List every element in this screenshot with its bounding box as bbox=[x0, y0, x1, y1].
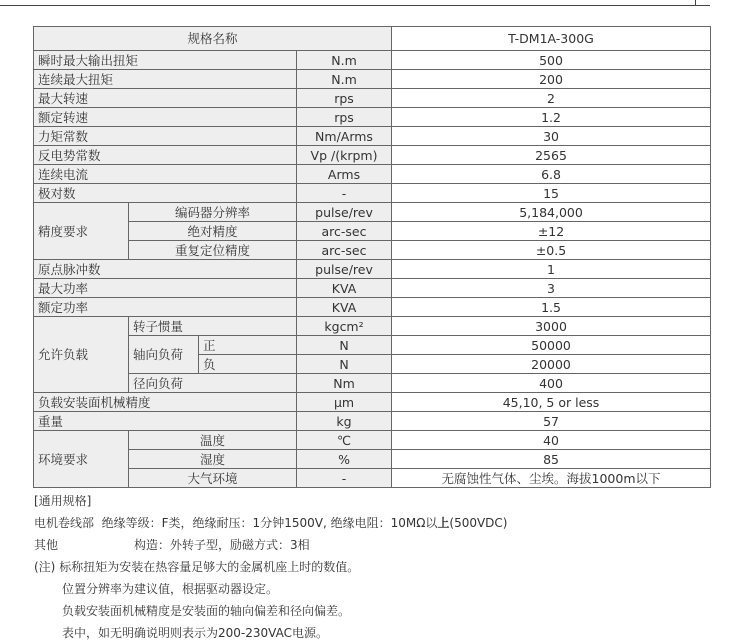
row-unit: Vp /(krpm) bbox=[297, 146, 392, 165]
note-line-4: 表中，如无明确说明则表示为200-230VAC电源。 bbox=[62, 626, 328, 640]
row-unit: KVA bbox=[297, 279, 392, 298]
row-value: 2565 bbox=[392, 146, 711, 165]
row-label: 连续最大扭矩 bbox=[34, 70, 297, 89]
note-line-3: 负载安装面机械精度是安装面的轴向偏差和径向偏差。 bbox=[62, 604, 351, 618]
row-label: 最大功率 bbox=[34, 279, 297, 298]
row-label: 力矩常数 bbox=[34, 127, 297, 146]
notes-section bbox=[34, 490, 508, 640]
row-label: 负载安装面机械精度 bbox=[34, 393, 297, 412]
table-row bbox=[34, 203, 711, 222]
group-label-precision: 精度要求 bbox=[34, 203, 129, 260]
row-unit: kgcm² bbox=[297, 317, 392, 336]
row-label: 正 bbox=[199, 336, 297, 355]
table-row bbox=[34, 51, 711, 70]
group-label-env: 环境要求 bbox=[34, 431, 129, 488]
row-label: 绝对精度 bbox=[129, 222, 297, 241]
row-value: 200 bbox=[392, 70, 711, 89]
row-label: 径向负荷 bbox=[129, 374, 297, 393]
row-unit: rps bbox=[297, 89, 392, 108]
table-row bbox=[34, 165, 711, 184]
row-unit: N bbox=[297, 336, 392, 355]
top-rule bbox=[0, 5, 710, 6]
table-row bbox=[34, 89, 711, 108]
row-unit: Nm bbox=[297, 374, 392, 393]
row-value: 6.8 bbox=[392, 165, 711, 184]
table-row bbox=[34, 298, 711, 317]
other-text: 构造：外转子型，励磁方式：3相 bbox=[134, 538, 310, 552]
table-row bbox=[34, 241, 711, 260]
spec-name-header: 规格名称 bbox=[34, 27, 392, 51]
row-value: 1.5 bbox=[392, 298, 711, 317]
table-row bbox=[34, 431, 711, 450]
row-label: 重复定位精度 bbox=[129, 241, 297, 260]
row-value: 3 bbox=[392, 279, 711, 298]
winding-label: 电机卷线部 bbox=[34, 516, 95, 530]
row-label: 温度 bbox=[129, 431, 297, 450]
row-label: 转子惯量 bbox=[129, 317, 297, 336]
row-unit: - bbox=[297, 184, 392, 203]
row-label: 最大转速 bbox=[34, 89, 297, 108]
winding-text: 绝缘等级：F类，绝缘耐压：1分钟1500V, 绝缘电阻：10MΩ以 bbox=[101, 516, 438, 530]
winding-line bbox=[34, 512, 508, 534]
row-unit: - bbox=[297, 469, 392, 488]
row-label: 负 bbox=[199, 355, 297, 374]
row-label: 极对数 bbox=[34, 184, 297, 203]
table-row bbox=[34, 70, 711, 89]
row-value: 50000 bbox=[392, 336, 711, 355]
table-row bbox=[34, 469, 711, 488]
row-label: 反电势常数 bbox=[34, 146, 297, 165]
row-unit: N.m bbox=[297, 51, 392, 70]
row-unit: arc-sec bbox=[297, 222, 392, 241]
row-value: 1 bbox=[392, 260, 711, 279]
row-label: 大气环境 bbox=[129, 469, 297, 488]
table-row bbox=[34, 108, 711, 127]
note-line-2: 位置分辨率为建议值，根据驱动器设定。 bbox=[62, 582, 279, 596]
row-label: 湿度 bbox=[129, 450, 297, 469]
row-unit: N bbox=[297, 355, 392, 374]
corner-mark bbox=[690, 0, 696, 6]
row-unit: % bbox=[297, 450, 392, 469]
table-row bbox=[34, 393, 711, 412]
row-value: 400 bbox=[392, 374, 711, 393]
note-line-1 bbox=[34, 556, 508, 578]
row-label: 编码器分辨率 bbox=[129, 203, 297, 222]
other-label: 其他 bbox=[34, 538, 59, 552]
table-row bbox=[34, 374, 711, 393]
table-row bbox=[34, 260, 711, 279]
row-label: 原点脉冲数 bbox=[34, 260, 297, 279]
row-label: 瞬时最大输出扭矩 bbox=[34, 51, 297, 70]
row-label: 额定功率 bbox=[34, 298, 297, 317]
row-unit: Nm/Arms bbox=[297, 127, 392, 146]
row-value: 85 bbox=[392, 450, 711, 469]
general-spec-heading: [通用规格] bbox=[34, 494, 92, 508]
row-value: ±0.5 bbox=[392, 241, 711, 260]
group-label-load: 允许负载 bbox=[34, 317, 129, 393]
model-header: T-DM1A-300G bbox=[392, 27, 711, 51]
winding-text-tail: (500VDC) bbox=[449, 516, 508, 530]
table-row bbox=[34, 127, 711, 146]
row-unit: μm bbox=[297, 393, 392, 412]
table-row bbox=[34, 317, 711, 336]
row-unit: ℃ bbox=[297, 431, 392, 450]
table-row bbox=[34, 450, 711, 469]
row-unit: KVA bbox=[297, 298, 392, 317]
row-value: 20000 bbox=[392, 355, 711, 374]
row-value: 15 bbox=[392, 184, 711, 203]
row-label: 连续电流 bbox=[34, 165, 297, 184]
row-unit: kg bbox=[297, 412, 392, 431]
table-header-row bbox=[34, 27, 711, 51]
row-unit: pulse/rev bbox=[297, 203, 392, 222]
row-value: 45,10, 5 or less bbox=[392, 393, 711, 412]
row-label: 额定转速 bbox=[34, 108, 297, 127]
winding-bold: 上 bbox=[437, 516, 450, 530]
row-unit: rps bbox=[297, 108, 392, 127]
table-row bbox=[34, 146, 711, 165]
row-value: 30 bbox=[392, 127, 711, 146]
row-value: 5,184,000 bbox=[392, 203, 711, 222]
note-label: (注) bbox=[34, 560, 56, 574]
sub-group-label-axial: 轴向负荷 bbox=[129, 336, 199, 374]
row-unit: arc-sec bbox=[297, 241, 392, 260]
row-value: 57 bbox=[392, 412, 711, 431]
row-value: ±12 bbox=[392, 222, 711, 241]
other-line bbox=[34, 534, 508, 556]
row-value: 500 bbox=[392, 51, 711, 70]
note-text: 标称扭矩为安装在热容量足够大的金属机座上时的数值。 bbox=[59, 560, 360, 574]
row-value: 40 bbox=[392, 431, 711, 450]
row-unit: pulse/rev bbox=[297, 260, 392, 279]
row-label: 重量 bbox=[34, 412, 297, 431]
row-unit: N.m bbox=[297, 70, 392, 89]
table-row bbox=[34, 184, 711, 203]
table-row bbox=[34, 336, 711, 355]
row-value: 2 bbox=[392, 89, 711, 108]
row-unit: Arms bbox=[297, 165, 392, 184]
table-row bbox=[34, 412, 711, 431]
row-value: 1.2 bbox=[392, 108, 711, 127]
table-row bbox=[34, 222, 711, 241]
row-value: 无腐蚀性气体、尘埃。海拔1000m以下 bbox=[392, 469, 711, 488]
spec-table bbox=[33, 26, 711, 488]
table-row bbox=[34, 279, 711, 298]
row-value: 3000 bbox=[392, 317, 711, 336]
